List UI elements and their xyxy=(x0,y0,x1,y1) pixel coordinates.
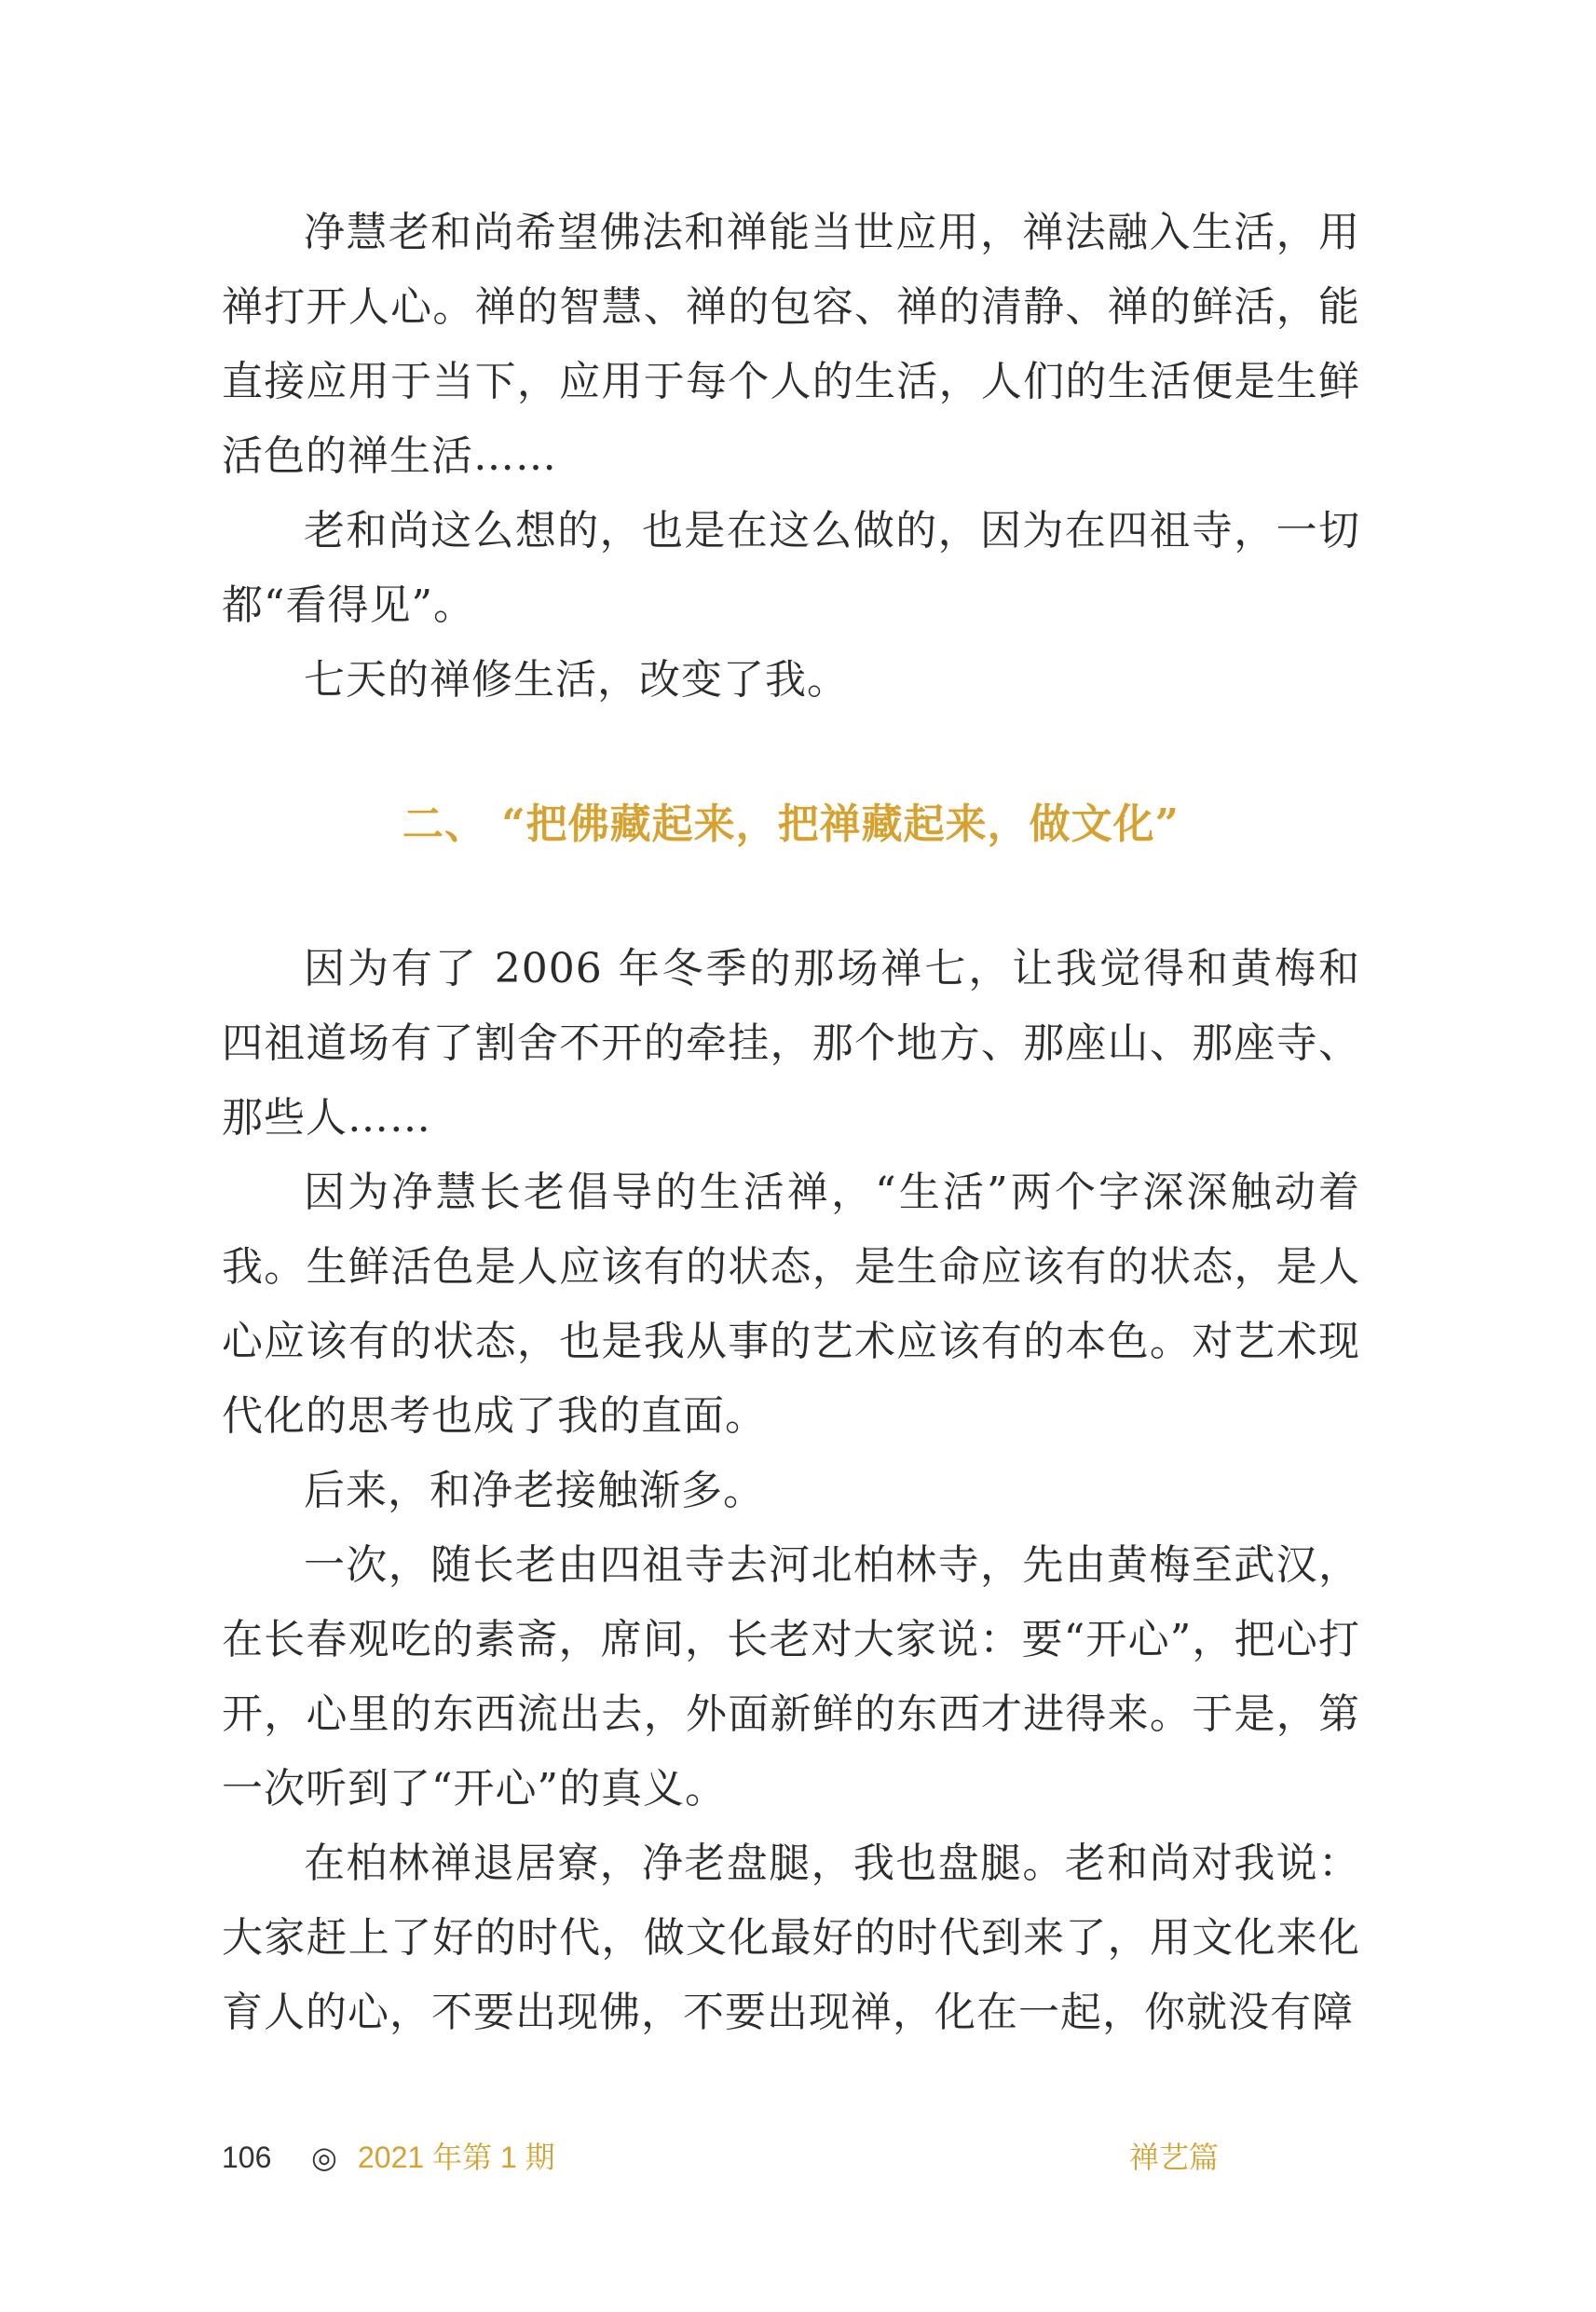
paragraph: 在柏林禅退居寮，净老盘腿，我也盘腿。老和尚对我说：大家赶上了好的时代，做文化最好的时代到来了，用文化来化育人的心，不要出现佛，不要出现禅，化在一起，你就没有障 xyxy=(222,1840,1360,2036)
paragraph: 后来，和净老接触渐多。 xyxy=(304,1467,765,1514)
paragraph: 七天的禅修生活，改变了我。 xyxy=(304,656,849,704)
body-text-lower xyxy=(222,932,1360,2050)
paragraph: 因为有了 2006 年冬季的那场禅七，让我觉得和黄梅和四祖道场有了割舍不开的牵挂，那个地方、那座山、那座寺、那些人…… xyxy=(222,945,1360,1142)
page-footer xyxy=(222,2134,1219,2181)
footer-circle-icon: ◎ xyxy=(311,2141,337,2174)
paragraph: 因为净慧长老倡导的生活禅，“生活”两个字深深触动着我。生鲜活色是人应该有的状态，是生命应该有的状态，是人心应该有的状态，也是我从事的艺术应该有的本色。对艺术现代化的思考也成了我的直面。 xyxy=(222,1169,1360,1440)
section-label: 禅艺篇 xyxy=(1128,2141,1219,2174)
paragraph: 一次，随长老由四祖寺去河北柏林寺，先由黄梅至武汉，在长春观吃的素斋，席间，长老对大家说：要“开心”，把心打开，心里的东西流出去，外面新鲜的东西才进得来。于是，第一次听到了“开心”的真义。 xyxy=(222,1541,1360,1813)
section-heading: 二、 “把佛藏起来，把禅藏起来，做文化” xyxy=(402,800,1180,848)
page-number: 106 xyxy=(222,2141,272,2174)
paragraph: 老和尚这么想的，也是在这么做的，因为在四祖寺，一切都“看得见”。 xyxy=(222,507,1360,629)
issue-label: 2021 年第 1 期 xyxy=(358,2141,555,2174)
paragraph: 净慧老和尚希望佛法和禅能当世应用，禅法融入生活，用禅打开人心。禅的智慧、禅的包容、禅的清静、禅的鲜活，能直接应用于当下，应用于每个人的生活，人们的生活便是生鲜活色的禅生活…… xyxy=(222,209,1360,480)
body-text-upper xyxy=(222,196,1360,718)
